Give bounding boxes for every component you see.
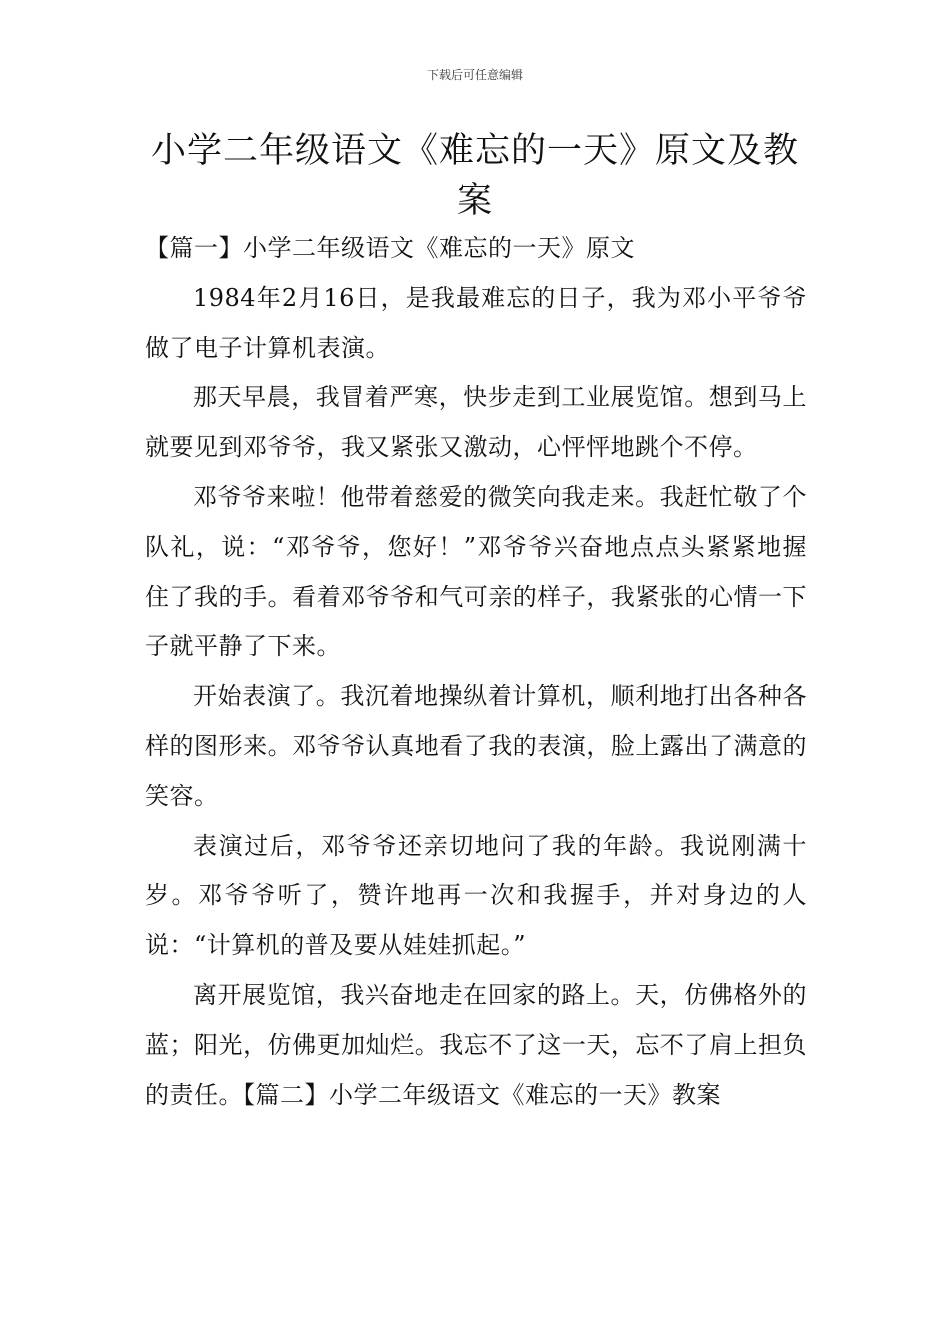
paragraph: 【篇一】小学二年级语文《难忘的一天》原文 bbox=[145, 234, 635, 262]
paragraph: 开始表演了。我沉着地操纵着计算机，顺利地打出各种各样的图形来。邓爷爷认真地看了我的表演，脸上露出了满意的笑容。 bbox=[145, 682, 807, 810]
document-title: 小学二年级语文《难忘的一天》原文及教案 bbox=[150, 131, 799, 221]
paragraph: 表演过后，邓爷爷还亲切地问了我的年龄。我说刚满十岁。邓爷爷听了，赞许地再一次和我握手，并对身边的人说：“计算机的普及要从娃娃抓起。” bbox=[145, 831, 807, 960]
document-body bbox=[145, 224, 807, 1120]
header-note: 下载后可任意编辑 bbox=[426, 68, 523, 82]
paragraph: 邓爷爷来啦！他带着慈爱的微笑向我走来。我赶忙敬了个队礼，说：“邓爷爷，您好！”邓爷爷兴奋地点点头紧紧地握住了我的手。看着邓爷爷和气可亲的样子，我紧张的心情一下子就平静了下来。 bbox=[145, 482, 807, 661]
paragraph: 那天早晨，我冒着严寒，快步走到工业展览馆。想到马上就要见到邓爷爷，我又紧张又激动，心怦怦地跳个不停。 bbox=[145, 383, 807, 462]
paragraph: 1984年2月16日，是我最难忘的日子，我为邓小平爷爷做了电子计算机表演。 bbox=[145, 283, 807, 362]
paragraph: 离开展览馆，我兴奋地走在回家的路上。天，仿佛格外的蓝；阳光，仿佛更加灿烂。我忘不了这一天，忘不了肩上担负的责任。【篇二】小学二年级语文《难忘的一天》教案 bbox=[145, 980, 807, 1109]
